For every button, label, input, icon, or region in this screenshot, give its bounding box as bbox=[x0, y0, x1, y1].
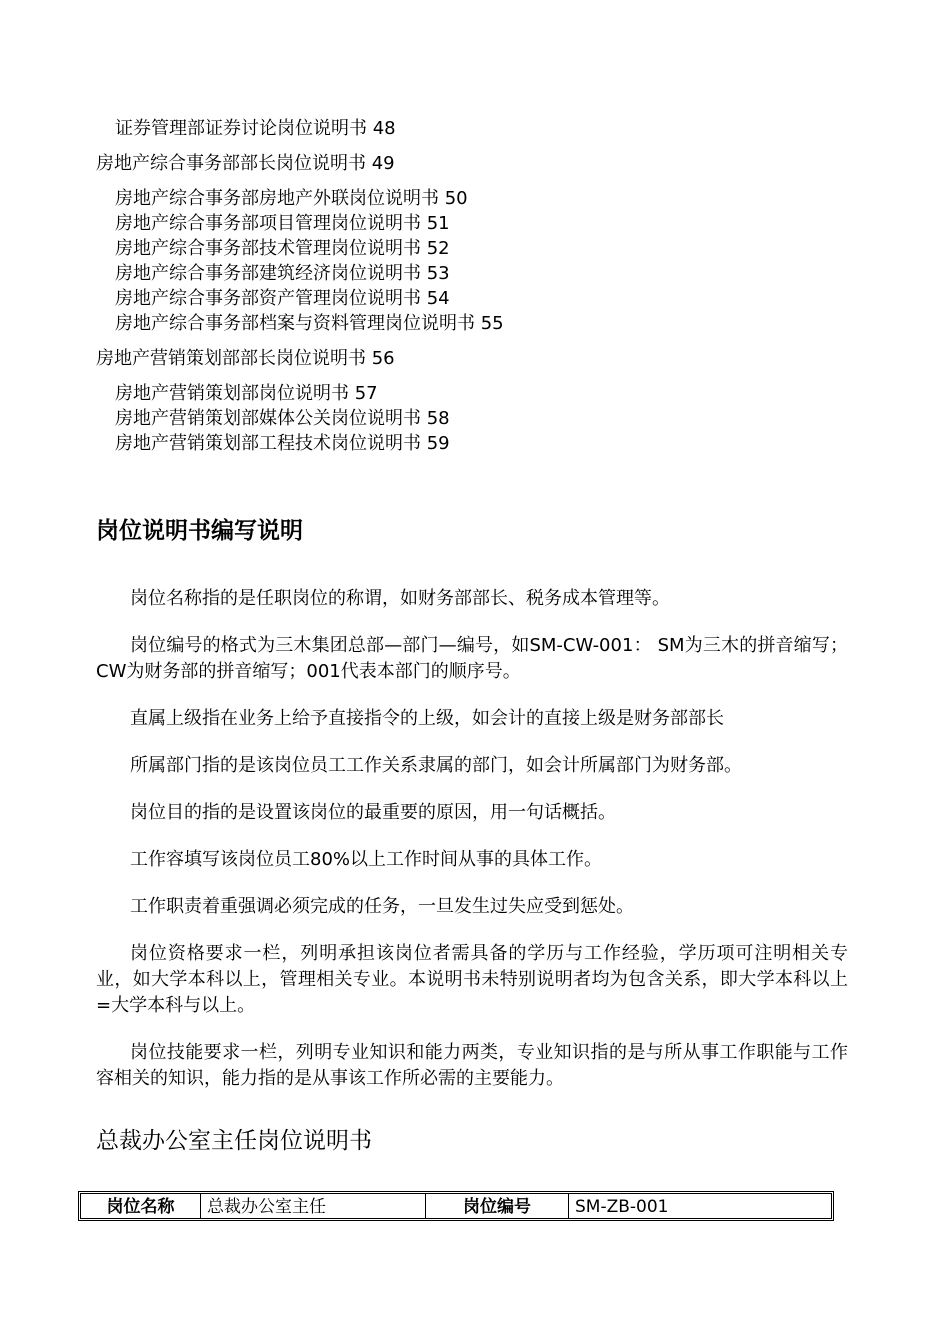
toc-item[interactable]: 房地产综合事务部房地产外联岗位说明书 50 bbox=[115, 188, 468, 209]
job-info-table bbox=[78, 1191, 834, 1221]
section-heading: 岗位说明书编写说明 bbox=[96, 518, 303, 544]
toc-item[interactable]: 房地产综合事务部档案与资料管理岗位说明书 55 bbox=[115, 313, 504, 334]
job-code-value: SM-ZB-001 bbox=[575, 1197, 669, 1217]
table-of-contents bbox=[96, 116, 856, 456]
paragraph: 直属上级指在业务上给予直接指令的上级，如会计的直接上级是财务部部长 bbox=[130, 708, 724, 729]
instructions-body bbox=[96, 586, 848, 1113]
paragraph: 岗位技能要求一栏，列明专业知识和能力两类，专业知识指的是与所从事工作职能与工作容相关的知识，能力指的是从事该工作所必需的主要能力。 bbox=[96, 1042, 848, 1089]
paragraph: 工作职责着重强调必须完成的任务，一旦发生过失应受到惩处。 bbox=[130, 896, 634, 917]
paragraph: 岗位目的指的是设置该岗位的最重要的原因，用一句话概括。 bbox=[130, 802, 616, 823]
toc-item[interactable]: 房地产综合事务部项目管理岗位说明书 51 bbox=[115, 213, 450, 234]
paragraph: 岗位编号的格式为三木集团总部—部门—编号，如SM-CW-001： SM为三木的拼音缩写；CW为财务部的拼音缩写；001代表本部门的顺序号。 bbox=[96, 635, 848, 682]
job-name-label: 岗位名称 bbox=[81, 1194, 201, 1218]
toc-item[interactable]: 房地产营销策划部部长岗位说明书 56 bbox=[96, 348, 395, 369]
paragraph: 工作容填写该岗位员工80%以上工作时间从事的具体工作。 bbox=[130, 849, 603, 870]
toc-item[interactable]: 房地产综合事务部建筑经济岗位说明书 53 bbox=[115, 263, 450, 284]
toc-item[interactable]: 房地产营销策划部工程技术岗位说明书 59 bbox=[115, 433, 450, 454]
job-code-label: 岗位编号 bbox=[426, 1194, 569, 1218]
toc-item[interactable]: 房地产综合事务部技术管理岗位说明书 52 bbox=[115, 238, 450, 259]
paragraph: 所属部门指的是该岗位员工工作关系隶属的部门，如会计所属部门为财务部。 bbox=[130, 755, 742, 776]
toc-item[interactable]: 证券管理部证券讨论岗位说明书 48 bbox=[115, 118, 396, 139]
toc-item[interactable]: 房地产营销策划部岗位说明书 57 bbox=[115, 383, 378, 404]
toc-item[interactable]: 房地产综合事务部部长岗位说明书 49 bbox=[96, 153, 395, 174]
job-name-value: 总裁办公室主任 bbox=[201, 1194, 426, 1218]
job-description-title: 总裁办公室主任岗位说明书 bbox=[96, 1128, 372, 1154]
paragraph: 岗位名称指的是任职岗位的称谓，如财务部部长、税务成本管理等。 bbox=[130, 588, 670, 609]
paragraph: 岗位资格要求一栏，列明承担该岗位者需具备的学历与工作经验，学历项可注明相关专业，如大学本科以上，管理相关专业。本说明书未特别说明者均为包含关系，即大学本科以上=大学本科与以上。 bbox=[96, 943, 848, 1016]
toc-item[interactable]: 房地产营销策划部媒体公关岗位说明书 58 bbox=[115, 408, 450, 429]
toc-item[interactable]: 房地产综合事务部资产管理岗位说明书 54 bbox=[115, 288, 450, 309]
